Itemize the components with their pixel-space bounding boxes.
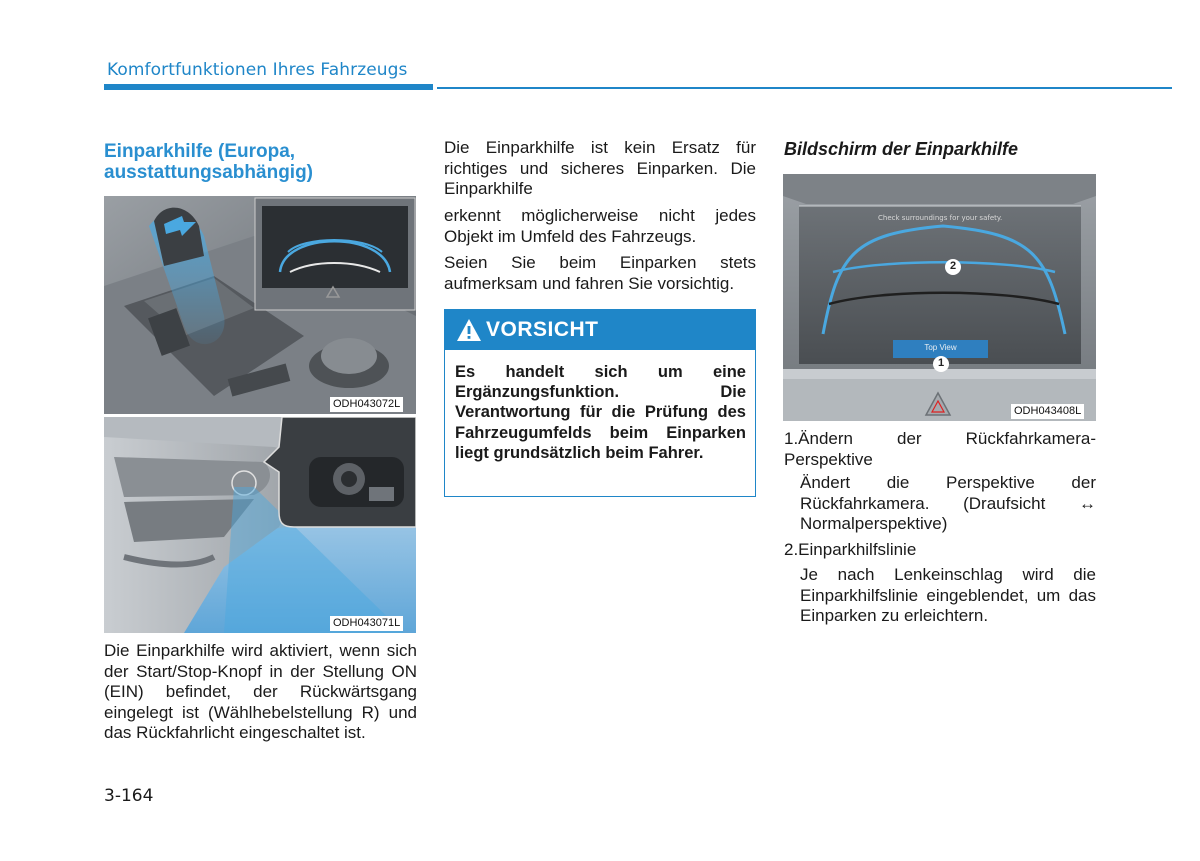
list-item-1-body: Ändert die Perspektive der Rückfahrkamera. (Draufsicht ↔ Normalperspektive) <box>800 473 1096 533</box>
shifter-illustration <box>104 196 416 414</box>
screen-safety-text: Check surroundings for your safety. <box>878 214 1003 222</box>
top-view-button[interactable]: Top View <box>924 343 957 352</box>
section-title: Einparkhilfe (Europa, ausstattungsabhängig) <box>104 141 314 183</box>
warning-triangle-icon <box>456 318 482 342</box>
callout-2: 2 <box>949 260 957 272</box>
warning-label: VORSICHT <box>486 318 599 341</box>
intro-paragraph-2: erkennt möglicherweise nicht jedes Objekt im Umfeld des Fahrzeugs. <box>444 206 756 246</box>
car-rear-illustration <box>104 417 416 633</box>
header-rule-thick <box>104 84 433 90</box>
page-number: 3-164 <box>104 786 154 806</box>
figure-caption: ODH043071L <box>330 616 403 631</box>
warning-text: Es handelt sich um eine Ergänzungsfunktion. Die Verantwortung für die Prüfung des Fahrzeugumfelds beim Einparken liegt grundsätzlich beim Fahrer. <box>455 363 746 462</box>
activation-paragraph: Die Einparkhilfe wird aktiviert, wenn sich der Start/Stop-Knopf in der Stellung ON (EIN) befindet, der Rückwärtsgang eingelegt ist (Wählhebelstellung R) und das Rückfahrlicht eingeschaltet ist. <box>104 641 417 742</box>
header-rule-thin <box>437 87 1172 89</box>
list-item-1-head: 1.Ändern der Rückfahrkamera-Perspektive <box>784 429 1096 469</box>
figure-caption: ODH043408L <box>1011 404 1084 419</box>
intro-paragraph-3: Seien Sie beim Einparken stets aufmerksam und fahren Sie vorsichtig. <box>444 253 756 293</box>
list-item-2-body: Je nach Lenkeinschlag wird die Einparkhilfslinie eingeblendet, um das Einparken zu erleichtern. <box>800 565 1096 625</box>
callout-1: 1 <box>937 357 945 369</box>
running-header: Komfortfunktionen Ihres Fahrzeugs <box>107 60 408 80</box>
list-item-2-head: 2.Einparkhilfslinie <box>784 540 917 559</box>
screen-section-title: Bildschirm der Einparkhilfe <box>784 139 1019 159</box>
figure-caption: ODH043072L <box>330 397 403 412</box>
parking-screen-illustration <box>783 174 1096 421</box>
intro-paragraph-1: Die Einparkhilfe ist kein Ersatz für richtiges und sicheres Einparken. Die Einparkhilfe <box>444 138 756 198</box>
